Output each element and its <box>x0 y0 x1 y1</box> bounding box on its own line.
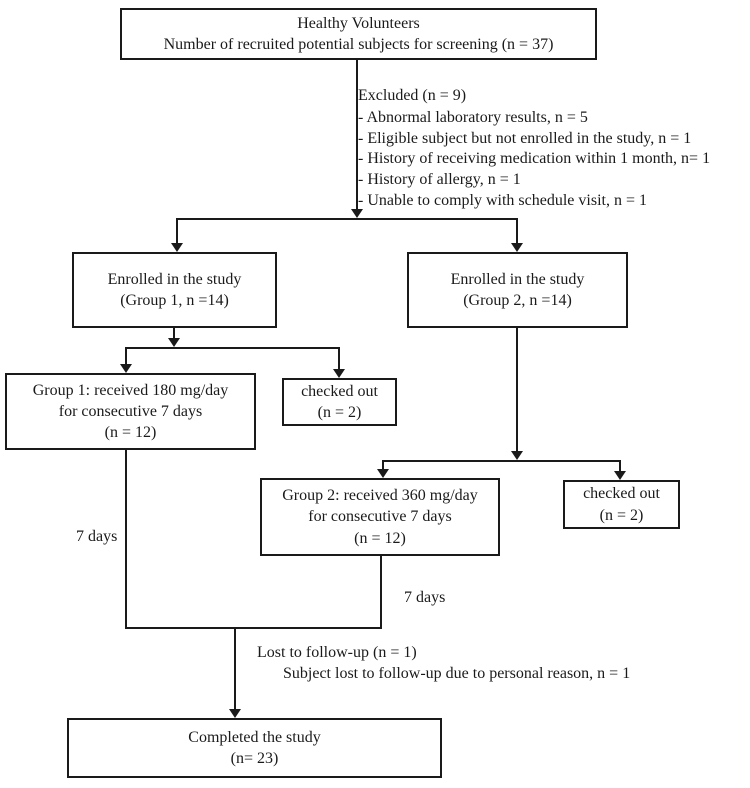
node-enrolled-group2 <box>407 252 628 328</box>
connector-group1-7days <box>125 450 127 629</box>
node-enrolled-group1-line2: (Group 1, n =14) <box>120 292 229 309</box>
node-enrolled-group2-line2: (Group 2, n =14) <box>463 292 572 309</box>
node-checked-out-1-line1: checked out <box>301 382 378 400</box>
node-enrolled-group1-line1: Enrolled in the study <box>107 270 242 288</box>
node-group2-treatment-line1: Group 2: received 360 mg/day <box>282 487 478 505</box>
node-healthy-volunteers <box>120 8 597 60</box>
connector-g2-stub <box>516 328 518 451</box>
node-checked-out-1 <box>282 378 397 426</box>
connector-to-completed <box>234 627 236 709</box>
node-checked-out-2-line2: (n = 2) <box>599 506 644 524</box>
lost-followup-block <box>257 643 630 685</box>
node-completed-line1: Completed the study <box>188 728 321 746</box>
node-group1-treatment-line2: for consecutive 7 days <box>58 402 203 420</box>
connector-g1-stub <box>173 328 175 338</box>
excluded-item: - History of receiving medication within 1 month, n= 1 <box>358 150 711 168</box>
excluded-item: - Abnormal laboratory results, n = 5 <box>358 108 588 126</box>
label-7-days-right: 7 days <box>404 589 446 606</box>
arrowhead-checkedout2 <box>614 471 626 480</box>
excluded-item: - Eligible subject but not enrolled in the study, n = 1 <box>358 129 692 147</box>
node-healthy-volunteers-line2: Number of recruited potential subjects for screening (n = 37) <box>163 36 554 53</box>
node-group2-treatment-line2: for consecutive 7 days <box>308 508 452 526</box>
lost-followup-line2: Subject lost to follow-up due to personal reason, n = 1 <box>283 664 631 682</box>
arrowhead-g1-junction <box>168 338 180 347</box>
excluded-title: Excluded (n = 9) <box>358 87 467 104</box>
excluded-item: - Unable to comply with schedule visit, n = 1 <box>358 191 647 209</box>
node-enrolled-group1 <box>72 252 277 328</box>
connector-to-enrolled-g1 <box>176 218 178 244</box>
node-checked-out-2-line1: checked out <box>583 485 660 503</box>
node-completed <box>67 718 442 778</box>
node-group2-treatment-line3: (n = 12) <box>354 529 406 547</box>
node-group2-treatment <box>260 478 500 556</box>
excluded-block <box>358 86 710 212</box>
lost-followup-line1: Lost to follow-up (n = 1) <box>257 644 417 661</box>
connector-to-checkedout1 <box>338 347 340 369</box>
arrowhead-enrolled-g1 <box>171 243 183 252</box>
arrowhead-completed <box>229 709 241 718</box>
node-group1-treatment-line1: Group 1: received 180 mg/day <box>32 381 229 399</box>
node-checked-out-2 <box>563 480 680 529</box>
label-7-days-left: 7 days <box>76 528 118 545</box>
connector-g2-split <box>382 460 621 462</box>
connector-g1-split <box>125 347 340 349</box>
node-completed-line2: (n= 23) <box>230 750 279 767</box>
connector-to-group1-box <box>125 347 127 364</box>
excluded-item: - History of allergy, n = 1 <box>358 171 521 189</box>
arrowhead-g2-junction <box>511 451 523 460</box>
node-healthy-volunteers-line1: Healthy Volunteers <box>297 14 420 32</box>
node-checked-out-1-line2: (n = 2) <box>317 404 362 421</box>
arrowhead-enrolled-g2 <box>511 243 523 252</box>
arrowhead-group1-box <box>120 364 132 373</box>
connector-to-enrolled-g2 <box>516 218 518 244</box>
node-group1-treatment-line3: (n = 12) <box>104 424 157 442</box>
connector-merge <box>125 627 382 629</box>
connector-to-checkedout2 <box>619 460 621 471</box>
connector-to-group2-box <box>382 460 384 469</box>
arrowhead-checkedout1 <box>333 369 345 378</box>
node-enrolled-group2-line1: Enrolled in the study <box>450 270 585 288</box>
arrowhead-group2-box <box>377 469 389 478</box>
connector-group2-7days <box>380 556 382 629</box>
node-group1-treatment <box>5 373 256 450</box>
connector-split-enrolled <box>176 218 518 220</box>
